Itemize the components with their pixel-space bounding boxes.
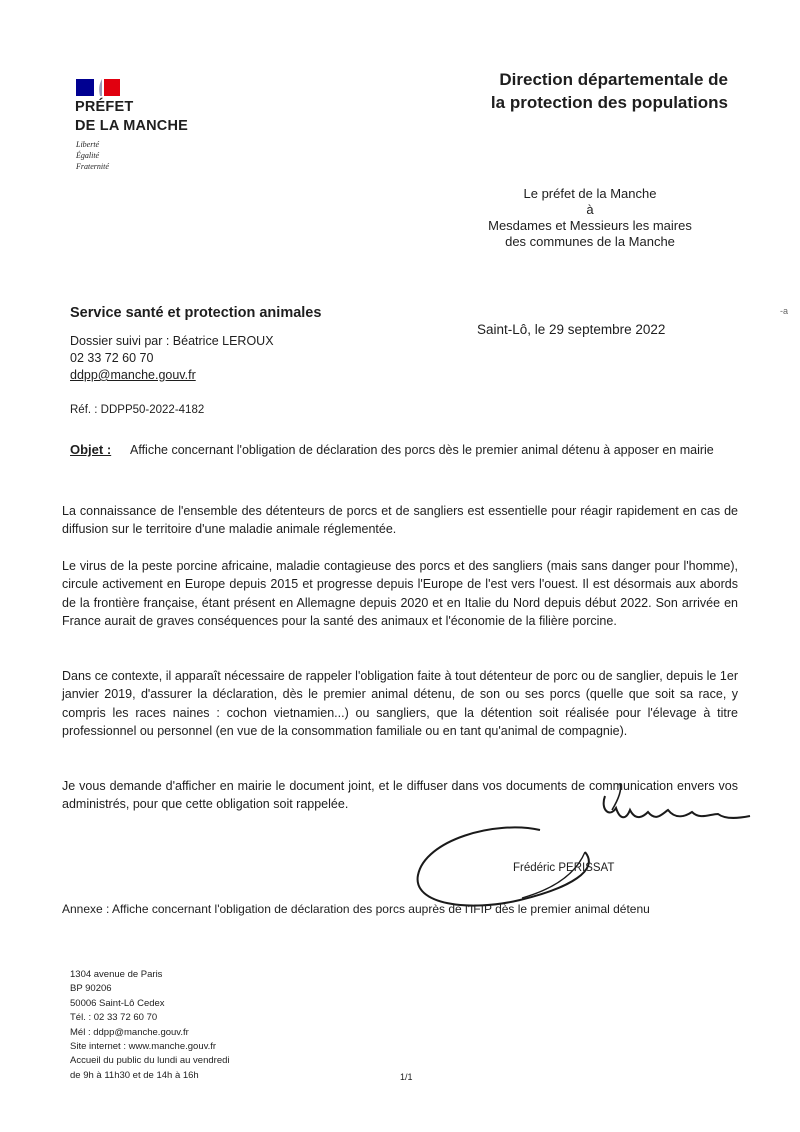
- footer-line-3: 50006 Saint-Lô Cedex: [70, 997, 165, 1009]
- recipient-block: [440, 186, 740, 250]
- contact-block: [70, 333, 274, 384]
- contact-dossier: Dossier suivi par : Béatrice LEROUX: [70, 334, 274, 348]
- recipient-line-4: des communes de la Manche: [505, 234, 675, 249]
- marianne-flag-icon: [76, 79, 120, 96]
- motto-liberte: Liberté: [76, 140, 100, 149]
- footer-line-4: Tél. : 02 33 72 60 70: [70, 1012, 158, 1024]
- paragraph-2: Le virus de la peste porcine africaine, maladie contagieuse des porcs et des sangliers (mais sans danger pour l'homme), circule activement en Europe depuis 2015 et progresse depuis l'Europe de l'est vers l'ouest. Il est désormais aux abords de la frontière française, étant présent en Allemagne depuis 2020 et en Italie du Nord depuis début 2022. Son arrivée en France aurait de graves conséquences pour la santé des animaux et l'économie de la filière porcine.: [62, 559, 738, 629]
- footer-line-7: Accueil du public du lundi au vendredi: [70, 1055, 230, 1067]
- paragraph-3: Dans ce contexte, il apparaît nécessaire de rappeler l'obligation faite à tout détenteur de porc ou de sanglier, depuis le 1er janvier 2019, d'assurer la déclaration, dès le premier animal détenu, de son ou ses porcs (quelle que soit sa race, y compris les races naines : cochon vietnamien...) ou sangliers, que la détention soit réalisée pour l'élevage à titre professionnel ou personnel (en vue de la consommation familiale ou en tant qu'animal de compagnie).: [62, 669, 738, 739]
- footer-website[interactable]: Site internet : www.manche.gouv.fr: [70, 1041, 217, 1053]
- footer-email[interactable]: Mél : ddpp@manche.gouv.fr: [70, 1026, 189, 1038]
- contact-email[interactable]: ddpp@manche.gouv.fr: [70, 368, 196, 382]
- paragraph-4: Je vous demande d'afficher en mairie le document joint, et le diffuser dans vos documents de communication envers vos administrés, pour que cette obligation soit rappelée.: [62, 779, 738, 812]
- logo-prefet: PRÉFET: [75, 99, 134, 115]
- direction-header: [408, 68, 728, 114]
- recipient-line-2: à: [586, 202, 594, 217]
- footer-line-2: BP 90206: [70, 983, 112, 995]
- service-title: Service santé et protection animales: [70, 305, 322, 321]
- contact-phone: 02 33 72 60 70: [70, 351, 154, 365]
- stray-mark: -a: [780, 306, 789, 316]
- logo-de-la-manche: DE LA MANCHE: [75, 118, 189, 134]
- motto-fraternite: Fraternité: [76, 162, 109, 171]
- reference: Réf. : DDPP50-2022-4182: [70, 404, 205, 416]
- annexe-note: Annexe : Affiche concernant l'obligation de déclaration des porcs auprès de l'IFIP dès le premier animal détenu: [62, 902, 650, 916]
- direction-line-2: la protection des populations: [490, 93, 728, 112]
- page-number: 1/1: [400, 1072, 413, 1082]
- footer-line-1: 1304 avenue de Paris: [70, 969, 163, 980]
- direction-line-1: Direction départementale de: [499, 70, 728, 89]
- objet-text: Affiche concernant l'obligation de déclaration des porcs dès le premier animal détenu à apposer en mairie: [130, 443, 714, 457]
- handwritten-signature: [400, 780, 780, 920]
- motto-egalite: Égalité: [76, 151, 100, 160]
- recipient-line-1: Le préfet de la Manche: [523, 186, 657, 201]
- paragraph-1: La connaissance de l'ensemble des détenteurs de porcs et de sangliers est essentielle pour réagir rapidement en cas de diffusion sur le territoire d'une maladie animale réglementée.: [62, 504, 738, 537]
- footer-line-8: de 9h à 11h30 et de 14h à 16h: [70, 1069, 199, 1081]
- footer-address: [70, 968, 230, 1083]
- objet-label: Objet :: [70, 442, 112, 457]
- letter-date: Saint-Lô, le 29 septembre 2022: [477, 322, 666, 337]
- signatory-name: Frédéric PERISSAT: [513, 862, 615, 874]
- recipient-line-3: Mesdames et Messieurs les maires: [488, 218, 692, 233]
